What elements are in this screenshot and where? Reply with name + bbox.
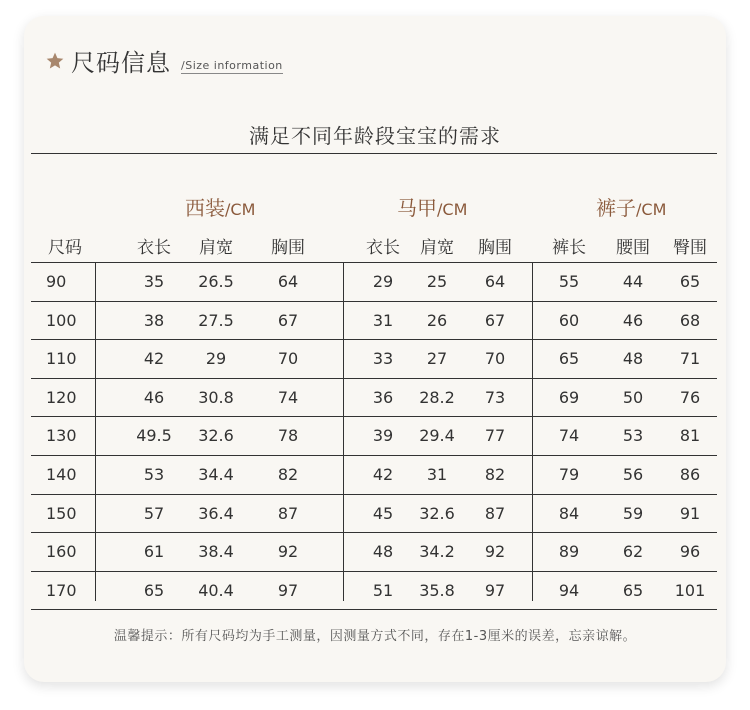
measurement-cell: 56	[622, 464, 644, 484]
column-header: 裤长	[552, 238, 586, 258]
measurement-cell: 39	[372, 426, 394, 446]
measurement-cell: 46	[143, 387, 165, 407]
measurement-cell: 25	[426, 272, 448, 291]
measurement-cell: 29	[205, 349, 227, 369]
measurement-cell: 76	[679, 387, 701, 407]
measurement-cell: 67	[277, 310, 299, 330]
size-note: 温馨提示：所有尺码均为手工测量，因测量方式不同，存在1-3厘米的误差，忘亲谅解。	[113, 629, 637, 644]
measurement-cell: 44	[622, 272, 644, 291]
measurement-cell: 82	[277, 464, 299, 484]
size-cell: 120	[46, 387, 77, 407]
measurement-cell: 87	[277, 503, 299, 523]
measurement-cell: 74	[558, 426, 580, 446]
measurement-cell: 81	[679, 426, 701, 446]
measurement-cell: 71	[679, 349, 701, 369]
measurement-cell: 101	[674, 580, 706, 600]
measurement-cell: 38.4	[198, 542, 234, 562]
table-row	[31, 572, 717, 611]
measurement-cell: 34.2	[419, 542, 455, 562]
group-name: 裤子	[596, 196, 636, 220]
measurement-cell: 31	[426, 464, 448, 484]
group-unit: /CM	[437, 200, 468, 219]
group-name: 马甲	[397, 196, 437, 220]
size-cell: 170	[46, 580, 77, 600]
measurement-cell: 36.4	[198, 503, 234, 523]
measurement-cell: 97	[277, 580, 299, 600]
measurement-cell: 28.2	[419, 387, 455, 407]
column-header: 胸围	[478, 238, 512, 258]
measurement-cell: 65	[679, 272, 701, 291]
size-cell: 160	[46, 542, 77, 562]
table-row	[31, 417, 717, 456]
measurement-cell: 68	[679, 310, 701, 330]
measurement-cell: 42	[143, 349, 165, 369]
measurement-cell: 84	[558, 503, 580, 523]
star-icon	[45, 51, 65, 71]
size-cell: 110	[46, 349, 77, 369]
column-header: 腰围	[616, 238, 650, 258]
measurement-cell: 65	[622, 580, 644, 600]
measurement-cell: 51	[372, 580, 394, 600]
column-header: 衣长	[366, 238, 400, 258]
measurement-cell: 27.5	[198, 310, 234, 330]
measurement-cell: 35	[143, 272, 165, 291]
measurement-cell: 46	[622, 310, 644, 330]
table-row	[31, 533, 717, 572]
measurement-cell: 86	[679, 464, 701, 484]
measurement-cell: 29	[372, 272, 394, 291]
measurement-cell: 53	[622, 426, 644, 446]
measurement-cell: 69	[558, 387, 580, 407]
measurement-cell: 48	[622, 349, 644, 369]
size-cell: 90	[46, 272, 67, 291]
size-table	[31, 262, 717, 610]
page-title: 尺码信息	[71, 49, 171, 77]
measurement-cell: 38	[143, 310, 165, 330]
table-row	[31, 379, 717, 418]
column-divider	[343, 262, 344, 601]
measurement-cell: 42	[372, 464, 394, 484]
group-heading	[596, 192, 666, 221]
measurement-cell: 91	[679, 503, 701, 523]
measurement-cell: 70	[484, 349, 506, 369]
measurement-cell: 59	[622, 503, 644, 523]
measurement-cell: 26	[426, 310, 448, 330]
measurement-cell: 65	[143, 580, 165, 600]
column-header: 肩宽	[199, 238, 233, 258]
measurement-cell: 64	[484, 272, 506, 291]
group-heading	[397, 192, 467, 221]
measurement-cell: 33	[372, 349, 394, 369]
measurement-cell: 62	[622, 542, 644, 562]
measurement-cell: 70	[277, 349, 299, 369]
measurement-cell: 92	[277, 542, 299, 562]
measurement-cell: 78	[277, 426, 299, 446]
measurement-cell: 94	[558, 580, 580, 600]
table-row	[31, 495, 717, 534]
measurement-cell: 55	[558, 272, 580, 291]
measurement-cell: 31	[372, 310, 394, 330]
measurement-cell: 32.6	[198, 426, 234, 446]
group-heading	[185, 192, 255, 221]
measurement-cell: 64	[277, 272, 299, 291]
measurement-cell: 45	[372, 503, 394, 523]
measurement-cell: 49.5	[136, 426, 172, 446]
group-unit: /CM	[636, 200, 667, 219]
group-name: 西装	[185, 196, 225, 220]
group-unit: /CM	[225, 200, 256, 219]
size-cell: 100	[46, 310, 77, 330]
measurement-cell: 40.4	[198, 580, 234, 600]
size-cell: 130	[46, 426, 77, 446]
measurement-cell: 87	[484, 503, 506, 523]
column-divider	[95, 262, 96, 601]
measurement-cell: 34.4	[198, 464, 234, 484]
measurement-cell: 61	[143, 542, 165, 562]
column-header: 尺码	[48, 238, 82, 258]
measurement-cell: 96	[679, 542, 701, 562]
header	[45, 43, 283, 78]
column-divider	[532, 262, 533, 601]
column-header: 衣长	[137, 238, 171, 258]
column-header: 肩宽	[420, 238, 454, 258]
table-row	[31, 456, 717, 495]
measurement-cell: 36	[372, 387, 394, 407]
size-cell: 140	[46, 464, 77, 484]
measurement-cell: 27	[426, 349, 448, 369]
measurement-cell: 77	[484, 426, 506, 446]
column-header: 臀围	[673, 238, 707, 258]
page-subtitle: /Size information	[181, 59, 283, 72]
measurement-cell: 29.4	[419, 426, 455, 446]
section-title: 满足不同年龄段宝宝的需求	[249, 124, 501, 148]
measurement-cell: 35.8	[419, 580, 455, 600]
measurement-cell: 67	[484, 310, 506, 330]
measurement-cell: 65	[558, 349, 580, 369]
measurement-cell: 92	[484, 542, 506, 562]
measurement-cell: 53	[143, 464, 165, 484]
measurement-cell: 57	[143, 503, 165, 523]
measurement-cell: 50	[622, 387, 644, 407]
measurement-cell: 48	[372, 542, 394, 562]
table-row	[31, 340, 717, 379]
measurement-cell: 89	[558, 542, 580, 562]
table-row	[31, 302, 717, 341]
measurement-cell: 32.6	[419, 503, 455, 523]
measurement-cell: 60	[558, 310, 580, 330]
divider	[31, 153, 717, 154]
measurement-cell: 30.8	[198, 387, 234, 407]
measurement-cell: 26.5	[198, 272, 234, 291]
measurement-cell: 73	[484, 387, 506, 407]
size-cell: 150	[46, 503, 77, 523]
table-row	[31, 263, 717, 302]
measurement-cell: 97	[484, 580, 506, 600]
column-header: 胸围	[271, 238, 305, 258]
measurement-cell: 74	[277, 387, 299, 407]
measurement-cell: 79	[558, 464, 580, 484]
measurement-cell: 82	[484, 464, 506, 484]
